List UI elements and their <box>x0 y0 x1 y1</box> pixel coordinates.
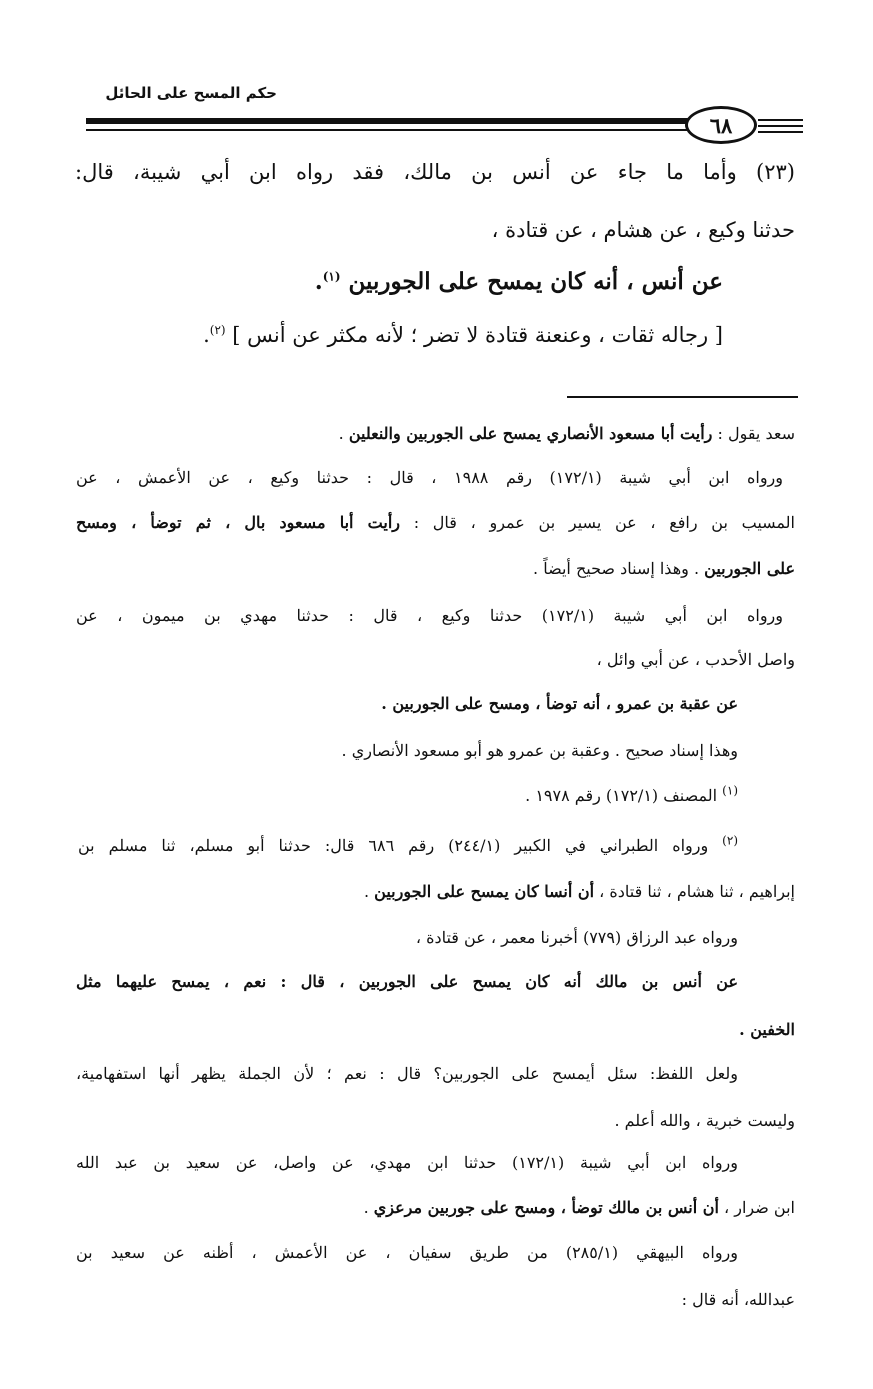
main-line-4-text: [ رجاله ثقات ، وعنعنة قتادة لا تضر ؛ لأنه مكثر عن أنس ] <box>232 323 723 347</box>
fn-line-1-plain: سعد يقول : <box>717 424 795 443</box>
header-rule-left-2 <box>758 125 803 127</box>
header-rule-left-3 <box>758 131 803 133</box>
fn-line-16 <box>614 1111 795 1130</box>
fn-line-9 <box>525 783 738 805</box>
fn-line-6 <box>597 650 795 669</box>
fn-line-9-text: المصنف (١٧٢/١) رقم ١٩٧٨ . <box>525 786 718 805</box>
fn-line-1 <box>339 424 795 443</box>
main-line-2 <box>492 218 795 242</box>
fn-line-12-text: ورواه عبد الرزاق (٧٧٩) أخبرنا معمر ، عن قتادة ، <box>415 928 738 947</box>
fn-line-16-text: وليست خبرية ، والله أعلم . <box>614 1111 795 1130</box>
fn-line-5 <box>76 606 783 625</box>
fn-line-12 <box>416 928 738 947</box>
fn-line-10 <box>78 833 738 855</box>
header-rule-thick <box>86 118 753 124</box>
fn-line-19 <box>76 1243 738 1262</box>
main-line-3 <box>315 268 723 295</box>
main-line-2-text: حدثنا وكيع ، عن هشام ، عن قتادة ، <box>491 218 795 242</box>
fn-line-1-end: . <box>338 424 344 443</box>
footnote-mark-2: (٢) <box>722 833 738 848</box>
fn-line-18-plain: ابن ضرار ، <box>724 1198 795 1217</box>
fn-line-3-plain: المسيب بن رافع ، عن يسير بن عمرو ، قال : <box>413 513 796 532</box>
fn-line-3-bold: رأيت أبا مسعود بال ، ثم توضأ ، ومسح <box>76 513 400 532</box>
fn-line-11-end: . <box>363 882 370 901</box>
fn-line-4-bold: على الجوربين <box>704 559 795 578</box>
main-line-1 <box>75 160 795 184</box>
fn-line-7-end: . <box>381 694 387 713</box>
fn-line-4 <box>533 559 795 578</box>
fn-line-11 <box>364 882 795 901</box>
page-number: ٦٨ <box>709 112 733 138</box>
fn-line-14-end: . <box>739 1020 745 1039</box>
fn-line-3 <box>76 513 795 532</box>
running-title: حكم المسح على الحائل <box>105 84 277 102</box>
footnote-ref-2: (٢) <box>209 323 226 337</box>
page-number-badge <box>685 106 757 144</box>
fn-line-20-text: عبدالله، أنه قال : <box>681 1290 795 1309</box>
main-line-3-end: . <box>314 268 323 295</box>
fn-line-10-text: ورواه الطبراني في الكبير (٢٤٤/١) رقم ٦٨٦ قال: حدثنا أبو مسلم، ثنا مسلم بن <box>78 836 709 855</box>
fn-line-7-text: عن عقبة بن عمرو ، أنه توضأ ، ومسح على الجوربين <box>392 694 738 713</box>
fn-line-6-text: واصل الأحدب ، عن أبي وائل ، <box>596 650 795 669</box>
fn-line-15 <box>76 1064 738 1083</box>
header-rule-thin <box>86 129 753 131</box>
fn-line-13-text: عن أنس بن مالك أنه كان يمسح على الجوربين ، قال : نعم ، يمسح عليهما مثل <box>76 972 738 991</box>
fn-line-15-text: ولعل اللفظ: سئل أيمسح على الجوربين؟ قال : نعم ؛ لأن الجملة يظهر أنها استفهامية، <box>76 1064 738 1083</box>
fn-line-13 <box>76 972 738 991</box>
footnote-ref-1: (١) <box>322 269 341 284</box>
main-line-1-text: (٢٣) وأما ما جاء عن أنس بن مالك، فقد رواه ابن أبي شيبة، قال: <box>75 160 795 184</box>
fn-line-17-text: ورواه ابن أبي شيبة (١٧٢/١) حدثنا ابن مهدي، عن واصل، عن سعيد بن عبد الله <box>76 1153 738 1172</box>
main-line-4-end: . <box>203 323 210 347</box>
main-line-4 <box>203 323 723 347</box>
footnote-mark-1: (١) <box>722 783 738 798</box>
fn-line-14 <box>739 1020 795 1039</box>
fn-line-2-text: ورواه ابن أبي شيبة (١٧٢/١) رقم ١٩٨٨ ، قال : حدثنا وكيع ، عن الأعمش ، عن <box>76 468 783 487</box>
fn-line-2 <box>76 468 783 487</box>
fn-line-11-plain: إبراهيم ، ثنا هشام ، ثنا قتادة ، <box>599 882 795 901</box>
fn-line-5-text: ورواه ابن أبي شيبة (١٧٢/١) حدثنا وكيع ، قال : حدثنا مهدي بن ميمون ، عن <box>76 606 784 625</box>
fn-line-8-text: وهذا إسناد صحيح . وعقبة بن عمرو هو أبو مسعود الأنصاري . <box>341 741 738 760</box>
main-line-3-text: عن أنس ، أنه كان يمسح على الجوربين <box>348 268 723 295</box>
fn-line-11-bold: أن أنسا كان يمسح على الجوربين <box>374 882 595 901</box>
fn-line-7 <box>381 694 738 713</box>
fn-line-20 <box>682 1290 795 1309</box>
fn-line-18-bold: أن أنس بن مالك توضأ ، ومسح على جوربين مرعزي <box>373 1198 719 1217</box>
fn-line-1-bold: رأيت أبا مسعود الأنصاري يمسح على الجوربين والنعلين <box>348 424 713 443</box>
fn-line-8 <box>342 741 738 760</box>
header-rule-left-1 <box>758 119 803 121</box>
fn-line-17 <box>76 1153 738 1172</box>
fn-line-18-end: . <box>363 1198 369 1217</box>
fn-line-19-text: ورواه البيهقي (٢٨٥/١) من طريق سفيان ، عن الأعمش ، أظنه عن سعيد بن <box>76 1243 738 1262</box>
fn-line-18 <box>364 1198 795 1217</box>
fn-line-14-text: الخفين <box>750 1020 795 1039</box>
fn-line-4-plain: . وهذا إسناد صحيح أيضاً . <box>533 559 700 578</box>
footnote-separator <box>567 396 798 398</box>
